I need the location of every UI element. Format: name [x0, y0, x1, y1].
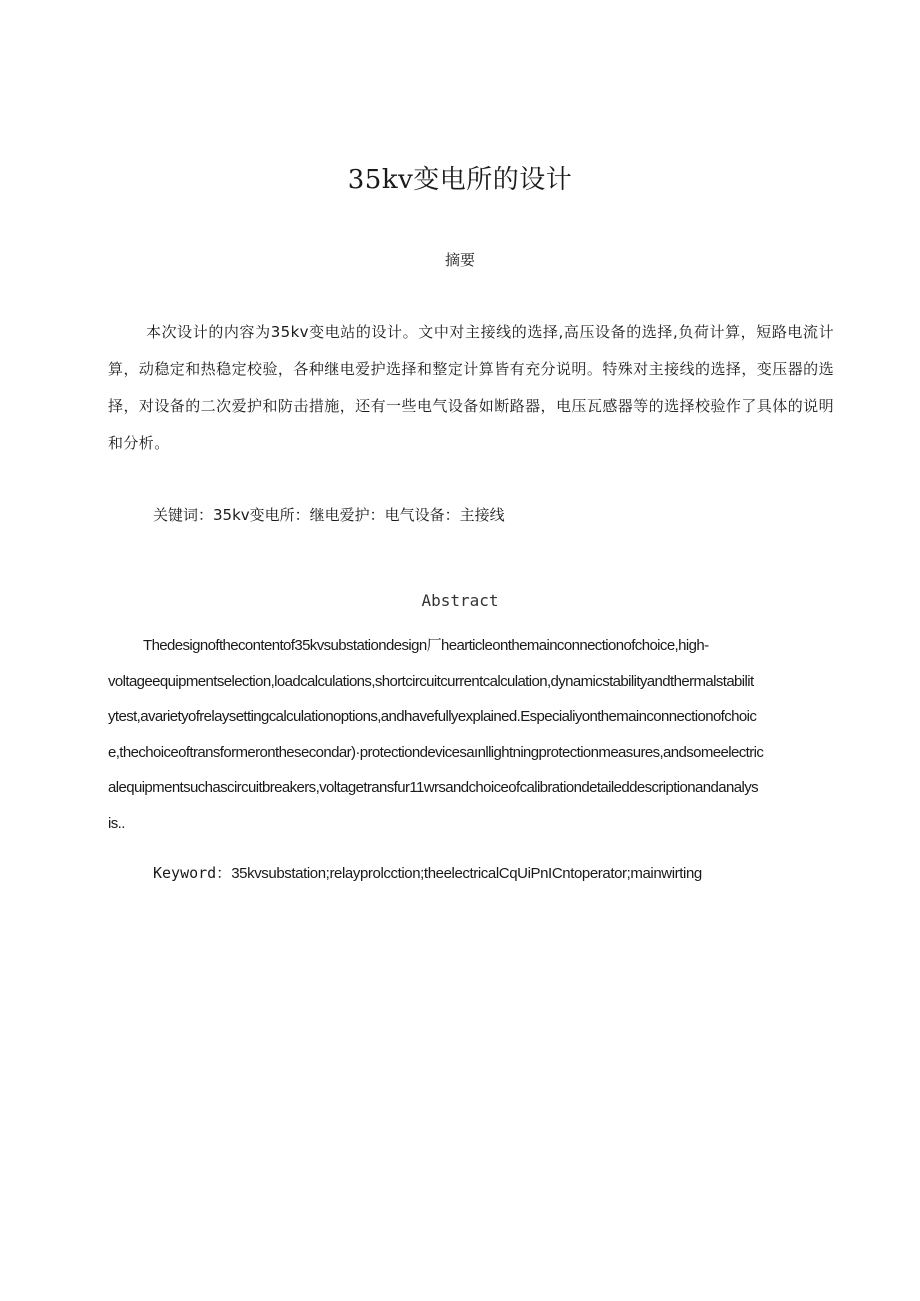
- document-title: 35kv变电所的设计: [347, 165, 573, 195]
- keywords-en: [153, 860, 702, 887]
- keywords-en-label: Keyword：: [153, 864, 232, 882]
- abstract-en-line: alequipmentsuchascircuitbreakers,voltagetransfur11wrsandchoiceofcalibrationdetaileddescriptionandanalys: [108, 779, 759, 797]
- abstract-en-line: voltageequipmentselection,loadcalculations,shortcircuitcurrentcalculation,dynamicstabilityandthermalstabilit: [108, 672, 754, 690]
- abstract-heading-en: Abstract: [421, 591, 499, 610]
- abstract-en-line: e,thechoiceoftransformeronthesecondar)·protectiondevicesaınllightningprotectionmeasures,andsomeelectric: [108, 743, 764, 761]
- abstract-heading-cn: 摘要: [444, 251, 475, 269]
- abstract-en-line: ytest,avarietyofrelaysettingcalculationoptions,andhavefullyexplained.Especialiyonthemainconnectionofchoic: [108, 708, 757, 726]
- keywords-cn: 关键词：35kv变电所：继电爱护：电气设备：主接线: [153, 506, 505, 524]
- abstract-en-line: is..: [108, 814, 125, 832]
- keywords-en-value: 35kvsubstation;relayprolcction;theelectricalCqUiPnICntoperator;mainwirting: [231, 865, 702, 882]
- abstract-en-line: Thedesignofthecontentof35kvsubstationdesign厂hearticleonthemainconnectionofchoice,high-: [143, 637, 709, 654]
- abstract-body-cn: 本次设计的内容为35kv变电站的设计。文中对主接线的选择,高压设备的选择,负荷计算，短路电流计算，动稳定和热稳定校验，各种继电爱护选择和整定计算皆有充分说明。特殊对主接线的选择，变压器的选择，对设备的二次爱护和防击措施，还有一些电气设备如断路器，电压瓦感器等的选择校验作了具体的说明和分析。: [108, 323, 834, 452]
- abstract-body-en: [108, 628, 842, 842]
